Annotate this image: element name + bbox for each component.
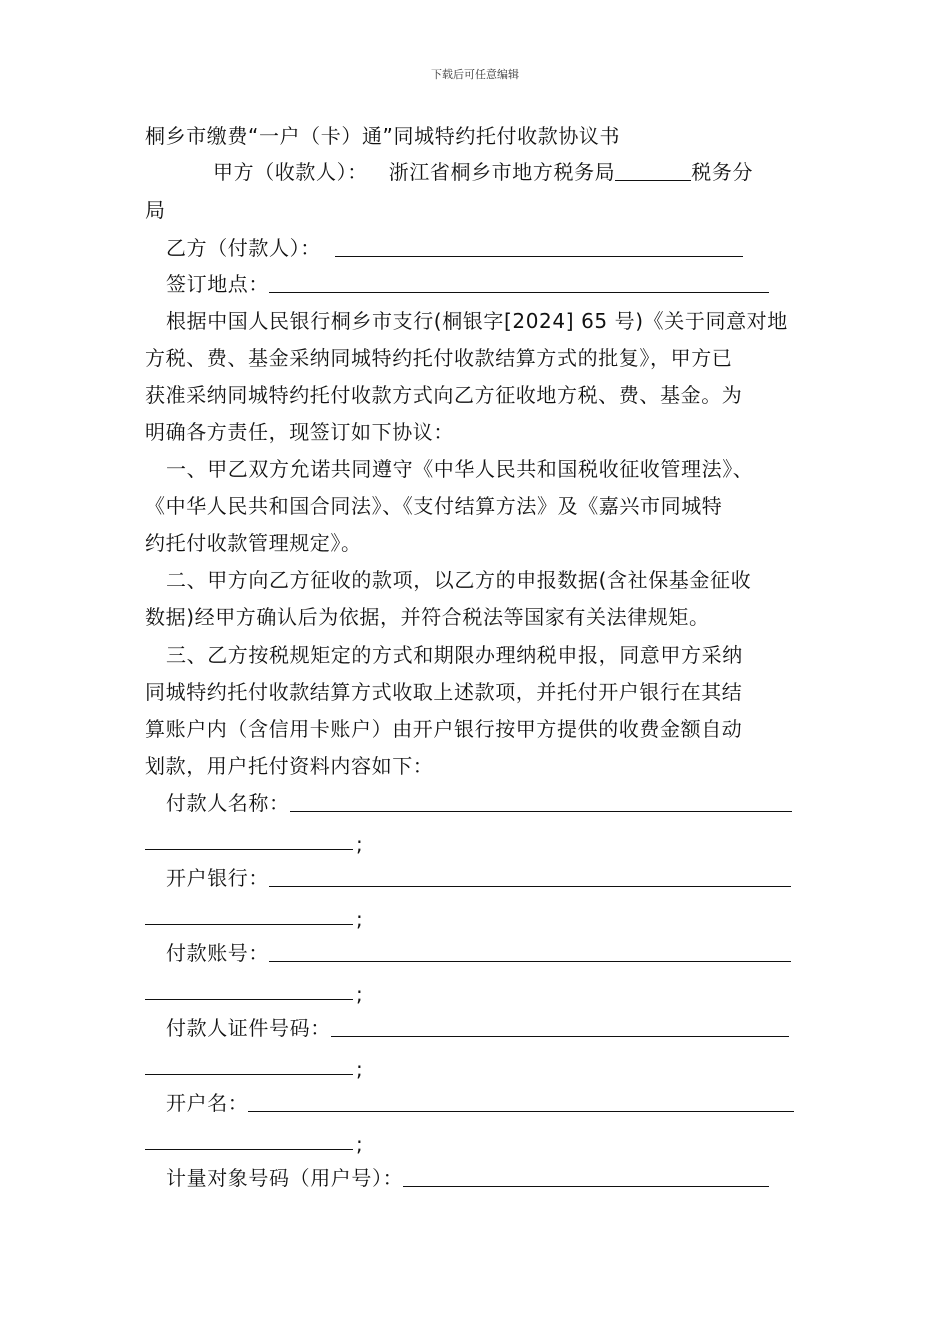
bank-label: 开户银行： <box>166 866 269 890</box>
header-note: 下载后可任意编辑 <box>431 68 519 81</box>
account-no-line <box>166 939 791 967</box>
bank-line <box>166 864 791 892</box>
account-name-line <box>166 1089 794 1117</box>
account-no-semicolon: ; <box>356 982 363 1006</box>
account-no-label: 付款账号： <box>166 941 269 965</box>
clause3-line-1: 三、乙方按税规矩定的方式和期限办理纳税申报，同意甲方采纳 <box>166 643 743 667</box>
party-a-value: 浙江省桐乡市地方税务局 <box>388 160 616 184</box>
meter-no-line <box>166 1164 769 1192</box>
account-name-semicolon: ; <box>356 1132 363 1156</box>
payer-name-blank[interactable] <box>290 791 792 812</box>
intro-line-1: 根据中国人民银行桐乡市支行(桐银字[2024] 65 号)《关于同意对地 <box>166 309 788 333</box>
clause1-line-1: 一、甲乙双方允诺共同遵守《中华人民共和国税收征收管理法》、 <box>166 457 754 481</box>
account-no-blank[interactable] <box>269 941 791 962</box>
payer-name-line <box>166 789 792 817</box>
clause3-line-3: 算账户内（含信用卡账户）由开户银行按甲方提供的收费金额自动 <box>145 717 743 741</box>
intro-line-4: 明确各方责任，现签订如下协议： <box>145 420 454 444</box>
intro-line-2: 方税、费、基金采纳同城特约托付收款结算方式的批复》，甲方已 <box>145 346 733 370</box>
party-b-blank[interactable] <box>335 236 743 257</box>
clause3-line-2: 同城特约托付收款结算方式收取上述款项，并托付开户银行在其结 <box>145 680 743 704</box>
account-name-label: 开户名： <box>166 1091 249 1115</box>
bank-semicolon: ; <box>356 907 363 931</box>
meter-no-blank[interactable] <box>403 1166 769 1187</box>
meter-no-label: 计量对象号码（用户号）： <box>166 1166 404 1190</box>
place-label: 签订地点： <box>166 272 269 296</box>
party-a-value-post: 税务分 <box>691 160 754 184</box>
id-no-line <box>166 1014 789 1042</box>
party-a-label: 甲方（收款人）： <box>213 160 368 184</box>
payer-name-blank-tail[interactable] <box>145 829 353 850</box>
clause1-line-2: 《中华人民共和国合同法》、《支付结算方法》及《嘉兴市同城特 <box>145 494 723 518</box>
id-no-blank[interactable] <box>331 1016 789 1037</box>
id-no-blank-tail[interactable] <box>145 1054 353 1075</box>
clause2-line-2: 数据)经甲方确认后为依据，并符合税法等国家有关法律规矩。 <box>145 605 710 629</box>
party-a-line <box>213 158 753 186</box>
intro-line-3: 获准采纳同城特约托付收款方式向乙方征收地方税、费、基金。为 <box>145 383 743 407</box>
clause2-line-1: 二、甲方向乙方征收的款项，以乙方的申报数据(含社保基金征收 <box>166 568 752 592</box>
payer-name-semicolon: ; <box>356 832 363 856</box>
payer-name-label: 付款人名称： <box>166 791 290 815</box>
place-line <box>166 270 769 298</box>
account-no-blank-tail[interactable] <box>145 979 353 1000</box>
bank-blank[interactable] <box>269 866 791 887</box>
party-b-label: 乙方（付款人）： <box>166 236 321 260</box>
clause1-line-3: 约托付收款管理规定》。 <box>145 531 362 555</box>
clause3-line-4: 划款，用户托付资料内容如下： <box>145 754 434 778</box>
party-b-line <box>166 234 743 262</box>
party-a-blank[interactable] <box>615 160 691 181</box>
party-a-wrap: 局 <box>145 198 166 222</box>
id-no-label: 付款人证件号码： <box>166 1016 331 1040</box>
bank-blank-tail[interactable] <box>145 904 353 925</box>
place-blank[interactable] <box>269 272 769 293</box>
document-title: 桐乡市缴费“一户（卡）通”同城特约托付收款协议书 <box>145 124 621 148</box>
account-name-blank-tail[interactable] <box>145 1129 353 1150</box>
account-name-blank[interactable] <box>248 1091 794 1112</box>
id-no-semicolon: ; <box>356 1057 363 1081</box>
